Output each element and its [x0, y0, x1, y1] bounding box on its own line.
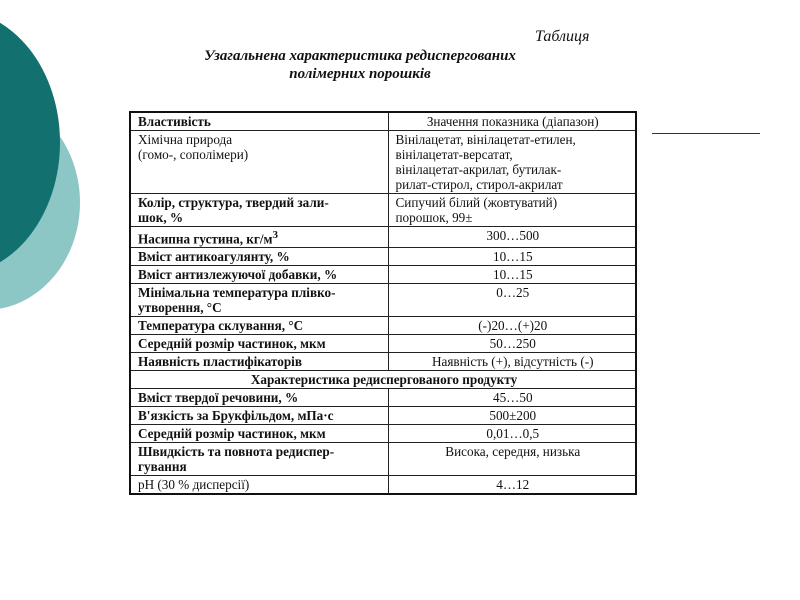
property-cell: Температура склування, °С — [130, 317, 388, 335]
property-cell: Вміст антизлежуючої добавки, % — [130, 266, 388, 284]
value-cell: 10…15 — [388, 248, 636, 266]
value-cell: 0…25 — [388, 284, 636, 317]
value-cell: Наявність (+), відсутність (-) — [388, 353, 636, 371]
table-row — [130, 266, 636, 284]
value-line: рилат-стирол, стирол-акрилат — [395, 177, 563, 192]
section-row — [130, 371, 636, 389]
property-cell — [130, 284, 388, 317]
document-title — [140, 47, 580, 83]
value-cell: 50…250 — [388, 335, 636, 353]
property-cell: pH (30 % дисперсії) — [130, 476, 388, 495]
value-cell: 4…12 — [388, 476, 636, 495]
table-row — [130, 284, 636, 317]
header-property: Властивість — [130, 112, 388, 131]
value-cell: 0,01…0,5 — [388, 425, 636, 443]
table-row — [130, 425, 636, 443]
title-line-1: Узагальнена характеристика редиспергованих — [204, 48, 516, 64]
side-rule — [652, 133, 760, 134]
section-title: Характеристика редиспергованого продукту — [130, 371, 636, 389]
header-value: Значення показника (діапазон) — [388, 112, 636, 131]
table-row — [130, 131, 636, 194]
property-line: утворення, °С — [138, 300, 222, 316]
property-line: Швидкість та повнота редиспер- — [138, 444, 335, 460]
value-line: Сипучий білий (жовтуватий) — [395, 195, 558, 210]
value-line: порошок, 99± — [395, 210, 473, 225]
property-line: гування — [138, 459, 187, 475]
value-cell: 45…50 — [388, 389, 636, 407]
title-line-2: полімерних порошків — [289, 66, 431, 82]
properties-table — [129, 111, 637, 495]
property-superscript: 3 — [272, 229, 279, 241]
table-row — [130, 317, 636, 335]
table-caption: Таблиця — [535, 28, 590, 45]
property-cell: В'язкість за Брукфільдом, мПа·с — [130, 407, 388, 425]
property-cell: Середній розмір частинок, мкм — [130, 425, 388, 443]
table-row — [130, 476, 636, 495]
property-line: Хімічна природа — [138, 132, 233, 147]
property-cell: Вміст твердої речовини, % — [130, 389, 388, 407]
property-cell: Вміст антикоагулянту, % — [130, 248, 388, 266]
value-line: вінілацетат-акрилат, бутилак- — [395, 162, 562, 177]
value-cell — [388, 131, 636, 194]
property-line: Колір, структура, твердий зали- — [138, 195, 329, 210]
property-line: (гомо-, сополімери) — [138, 147, 249, 162]
value-cell: 300…500 — [388, 227, 636, 248]
value-cell: Висока, середня, низька — [388, 443, 636, 476]
value-cell — [388, 194, 636, 227]
value-cell: (-)20…(+)20 — [388, 317, 636, 335]
table-header-row — [130, 112, 636, 131]
property-cell — [130, 227, 388, 248]
table-row — [130, 443, 636, 476]
property-cell — [130, 443, 388, 476]
table-row — [130, 248, 636, 266]
value-line: Вінілацетат, вінілацетат-етилен, — [395, 132, 576, 147]
table-row — [130, 194, 636, 227]
property-cell: Наявність пластифікаторів — [130, 353, 388, 371]
table-row — [130, 227, 636, 248]
property-line: шок, % — [138, 210, 184, 225]
property-text: Насипна густина, кг/м — [138, 231, 273, 247]
property-line: Мінімальна температура плівко- — [138, 285, 336, 301]
property-cell — [130, 131, 388, 194]
table-row — [130, 407, 636, 425]
value-line: вінілацетат-версатат, — [395, 147, 513, 162]
table-row — [130, 389, 636, 407]
property-cell: Середній розмір частинок, мкм — [130, 335, 388, 353]
property-cell — [130, 194, 388, 227]
value-cell: 500±200 — [388, 407, 636, 425]
table-row — [130, 353, 636, 371]
value-cell: 10…15 — [388, 266, 636, 284]
table-row — [130, 335, 636, 353]
